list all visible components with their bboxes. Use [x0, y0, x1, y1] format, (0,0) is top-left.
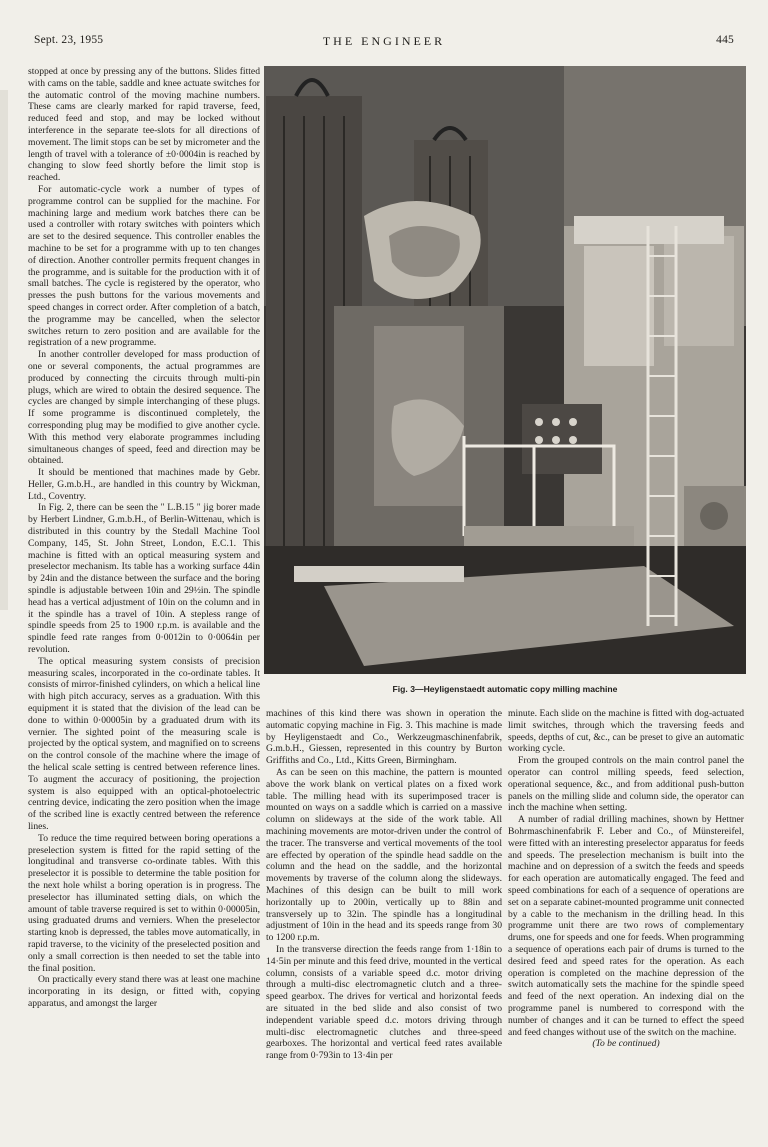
page-edge-shadow	[0, 90, 8, 610]
running-header	[22, 34, 746, 52]
text-column-left	[28, 66, 260, 1118]
copy-milling-machine-illustration	[264, 66, 746, 674]
issue-date: Sept. 23, 1955	[34, 34, 104, 46]
paragraph: In Fig. 2, there can be seen the " L.B.15 " jig borer made by Herbert Lindner, G.m.b.H., of Berlin-Wittenau, which is distributed in this country by the Stedall Machine Tool Company, 145, St. John Street, London, E.C.1. This machine is fitted with an optical measuring system and preselector mechanism. Its table has a working surface 44in by 24in and the distance between the surface and the boring spindle is adjustable between 10in and 29½in. The spindle head has a vertical adjustment of 10in on the column and in it the spindle has a travel of 10in. A stepless range of spindle speeds from 25 to 1900 r.p.m. is available and the spindle feed rate ranges from 0·0012in to 0·0064in per revolution.	[28, 502, 260, 656]
paragraph: The optical measuring system consists of precision measuring scales, incorporated in the co-ordinate tables. It consists of mirror-finished cylinders, on which a helical line with high pitch accuracy, serves as a graduation. With this equipment it is stated that the division of the lead can be done to within 0·00005in by a graduated drum with its vernier. The sighted point of the measuring scale is projected by the optical system, and magnified on to screens on the control console of the machine where the image of the helical scale setting is centred between reference lines. To augment the accuracy of positioning, the projection system is also equipped with an optical-photoelectric centring device, indicating the zero position when the image of the scribed line is exactly centred between the reference lines.	[28, 655, 260, 832]
figure-caption: Fig. 3—Heyligenstaedt automatic copy milling machine	[392, 684, 618, 694]
machine-photograph	[264, 66, 746, 674]
page-number: 445	[716, 34, 734, 46]
paragraph: stopped at once by pressing any of the buttons. Slides fitted with cams on the table, saddle and knee actuate switches for the automatic control of the moving machine numbers. These cams are clearly marked for rapid traverse, feed, reduced feed and stop, and may be locked without interference in the separate tee-slots for all directions of movement. The limit stops can be set by micrometer and the length of travel with a tolerance of ±0·0004in is reached by changing to slow feed shortly before the limit stop is reached.	[28, 66, 260, 184]
paragraph: It should be mentioned that machines made by Gebr. Heller, G.m.b.H., are handled in this country by Wickman, Ltd., Coventry.	[28, 467, 260, 502]
paragraph: For automatic-cycle work a number of types of programme control can be supplied for the machine. For machining large and medium work batches there can be used a controller with rotary switches with pointers which are set to the desired sequence. This controller enables the machine to be set for a programme with up to ten changes of direction. Another controller permits frequent changes in the programme, and is suitable for the production with it of small batches. The cycle is registered by the operator, who presses the push buttons for the various movements and speed changes in correct order. After completion of a batch, the programme may be cancelled, when the selector switches return to zero position and are available for the registration of a new programme.	[28, 183, 260, 349]
text-column-middle	[266, 708, 502, 1118]
paragraph: machines of this kind there was shown in operation the automatic copying machine in Fig. 3. This machine is made by Heyligenstaedt and Co., Werkzeugmaschinenfabrik, G.m.b.H., Giessen, represented in this country by Burton Griffiths and Co., Ltd., Kitts Green, Birmingham.	[266, 708, 502, 767]
paragraph: minute. Each slide on the machine is fitted with dog-actuated limit switches, through which the traversing feeds and speeds, depths of cut, &c., can be preset to give an automatic working cycle.	[508, 708, 744, 755]
paragraph: In another controller developed for mass production of one or several components, the actual programmes are produced by connecting the circuits through multi-pin plugs, which are wired to obtain the desired sequence. The cycles are changed by simple interchanging of these plugs. If some programme is discontinued completely, the corresponding plug may be modified to give another cycle. With this method very elaborate programmes including simultaneous changes of speed, feed and direction may be obtained.	[28, 349, 260, 467]
paragraph: To reduce the time required between boring operations a preselection system is fitted for the rapid setting of the longitudinal and transverse co-ordinate tables. With this preselector it is possible to determine the table position for the next hole whilst a boring operation is in progress. The preselector has illuminated setting dials, on which the amount of table traverse required is set to within 0·00005in, using graduated drums and verniers. When the preselector starting knob is depressed, the tables move automatically, in rapid traverse, to the vicinity of the preselected position and only a small correction is then needed to set the table into the final position.	[28, 832, 260, 974]
paragraph: From the grouped controls on the main control panel the operator can control milling speeds, feed selection, operational sequence, &c., and from additional push-button panels on the milling slide and column side, the operator can inch the machine when setting.	[508, 755, 744, 814]
paragraph: As can be seen on this machine, the pattern is mounted above the work blank on vertical plates on a fixed work table. The milling head with its superimposed tracer is mounted on ways on a saddle which is carried on a massive column on slideways at the side of the work table. All machining movements are motor-driven under the control of the tracer. The transverse and vertical movements of the tool are effected by operation of the spindle head saddle on the column and the head on the saddle, and the horizontal movements by traverse of the column along the slideways. Machines of this design can be built to mill work horizontally up to 200in, vertically up to 88in and transversely up to 32in. The spindle has a longitudinal adjustment of 10in in the head and its speeds range from 30 to 1200 r.p.m.	[266, 766, 502, 944]
journal-title: THE ENGINEER	[322, 34, 446, 48]
paragraph: A number of radial drilling machines, shown by Hettner Bohrmaschinenfabrik F. Leber and Co., of Münstereifel, were fitted with an interesting preselector apparatus for feeds and speeds. The preselection mechanism is built into the machine and on depression of a switch the feeds and speeds for each operation are automatically engaged. The feed and speed combinations for each of a sequence of operations are set on a separate cabinet-mounted programme unit connected by a cable to the mechanism in the drilling head. In this programme unit there are two rows of complementary drums, one for speeds and one for feeds. When programming a sequence of operations each pair of drums is turned to the desired feed and speed rates for the operation. As each operation is completed on the machine depression of the switch automatically sets the machine for the spindle speed and feed of the next operation. An indexing dial on the programme panel is numbered to correspond with the number of changes and it can be turned to effect the speed and feed changes without use of the switch on the machine.	[508, 814, 744, 1038]
text-column-right	[508, 708, 744, 1118]
continued-note: (To be continued)	[592, 1038, 660, 1050]
paragraph: On practically every stand there was at least one machine incorporating in its design, or fitted with, copying apparatus, and amongst the larger	[28, 974, 260, 1009]
paragraph: In the transverse direction the feeds range from 1·18in to 14·5in per minute and this feed drive, mounted in the vertical column, consists of a variable speed d.c. motor driving through a multi-disc electromagnetic clutch and a three-speed gearbox. The drives for vertical and horizontal feeds are situated in the bed slide and also consist of two independent variable speed d.c. motors driving through multi-disc electromagnetic clutches and three-speed gearboxes. The horizontal and vertical feed rates available range from 0·793in to 13·4in per	[266, 943, 502, 1062]
